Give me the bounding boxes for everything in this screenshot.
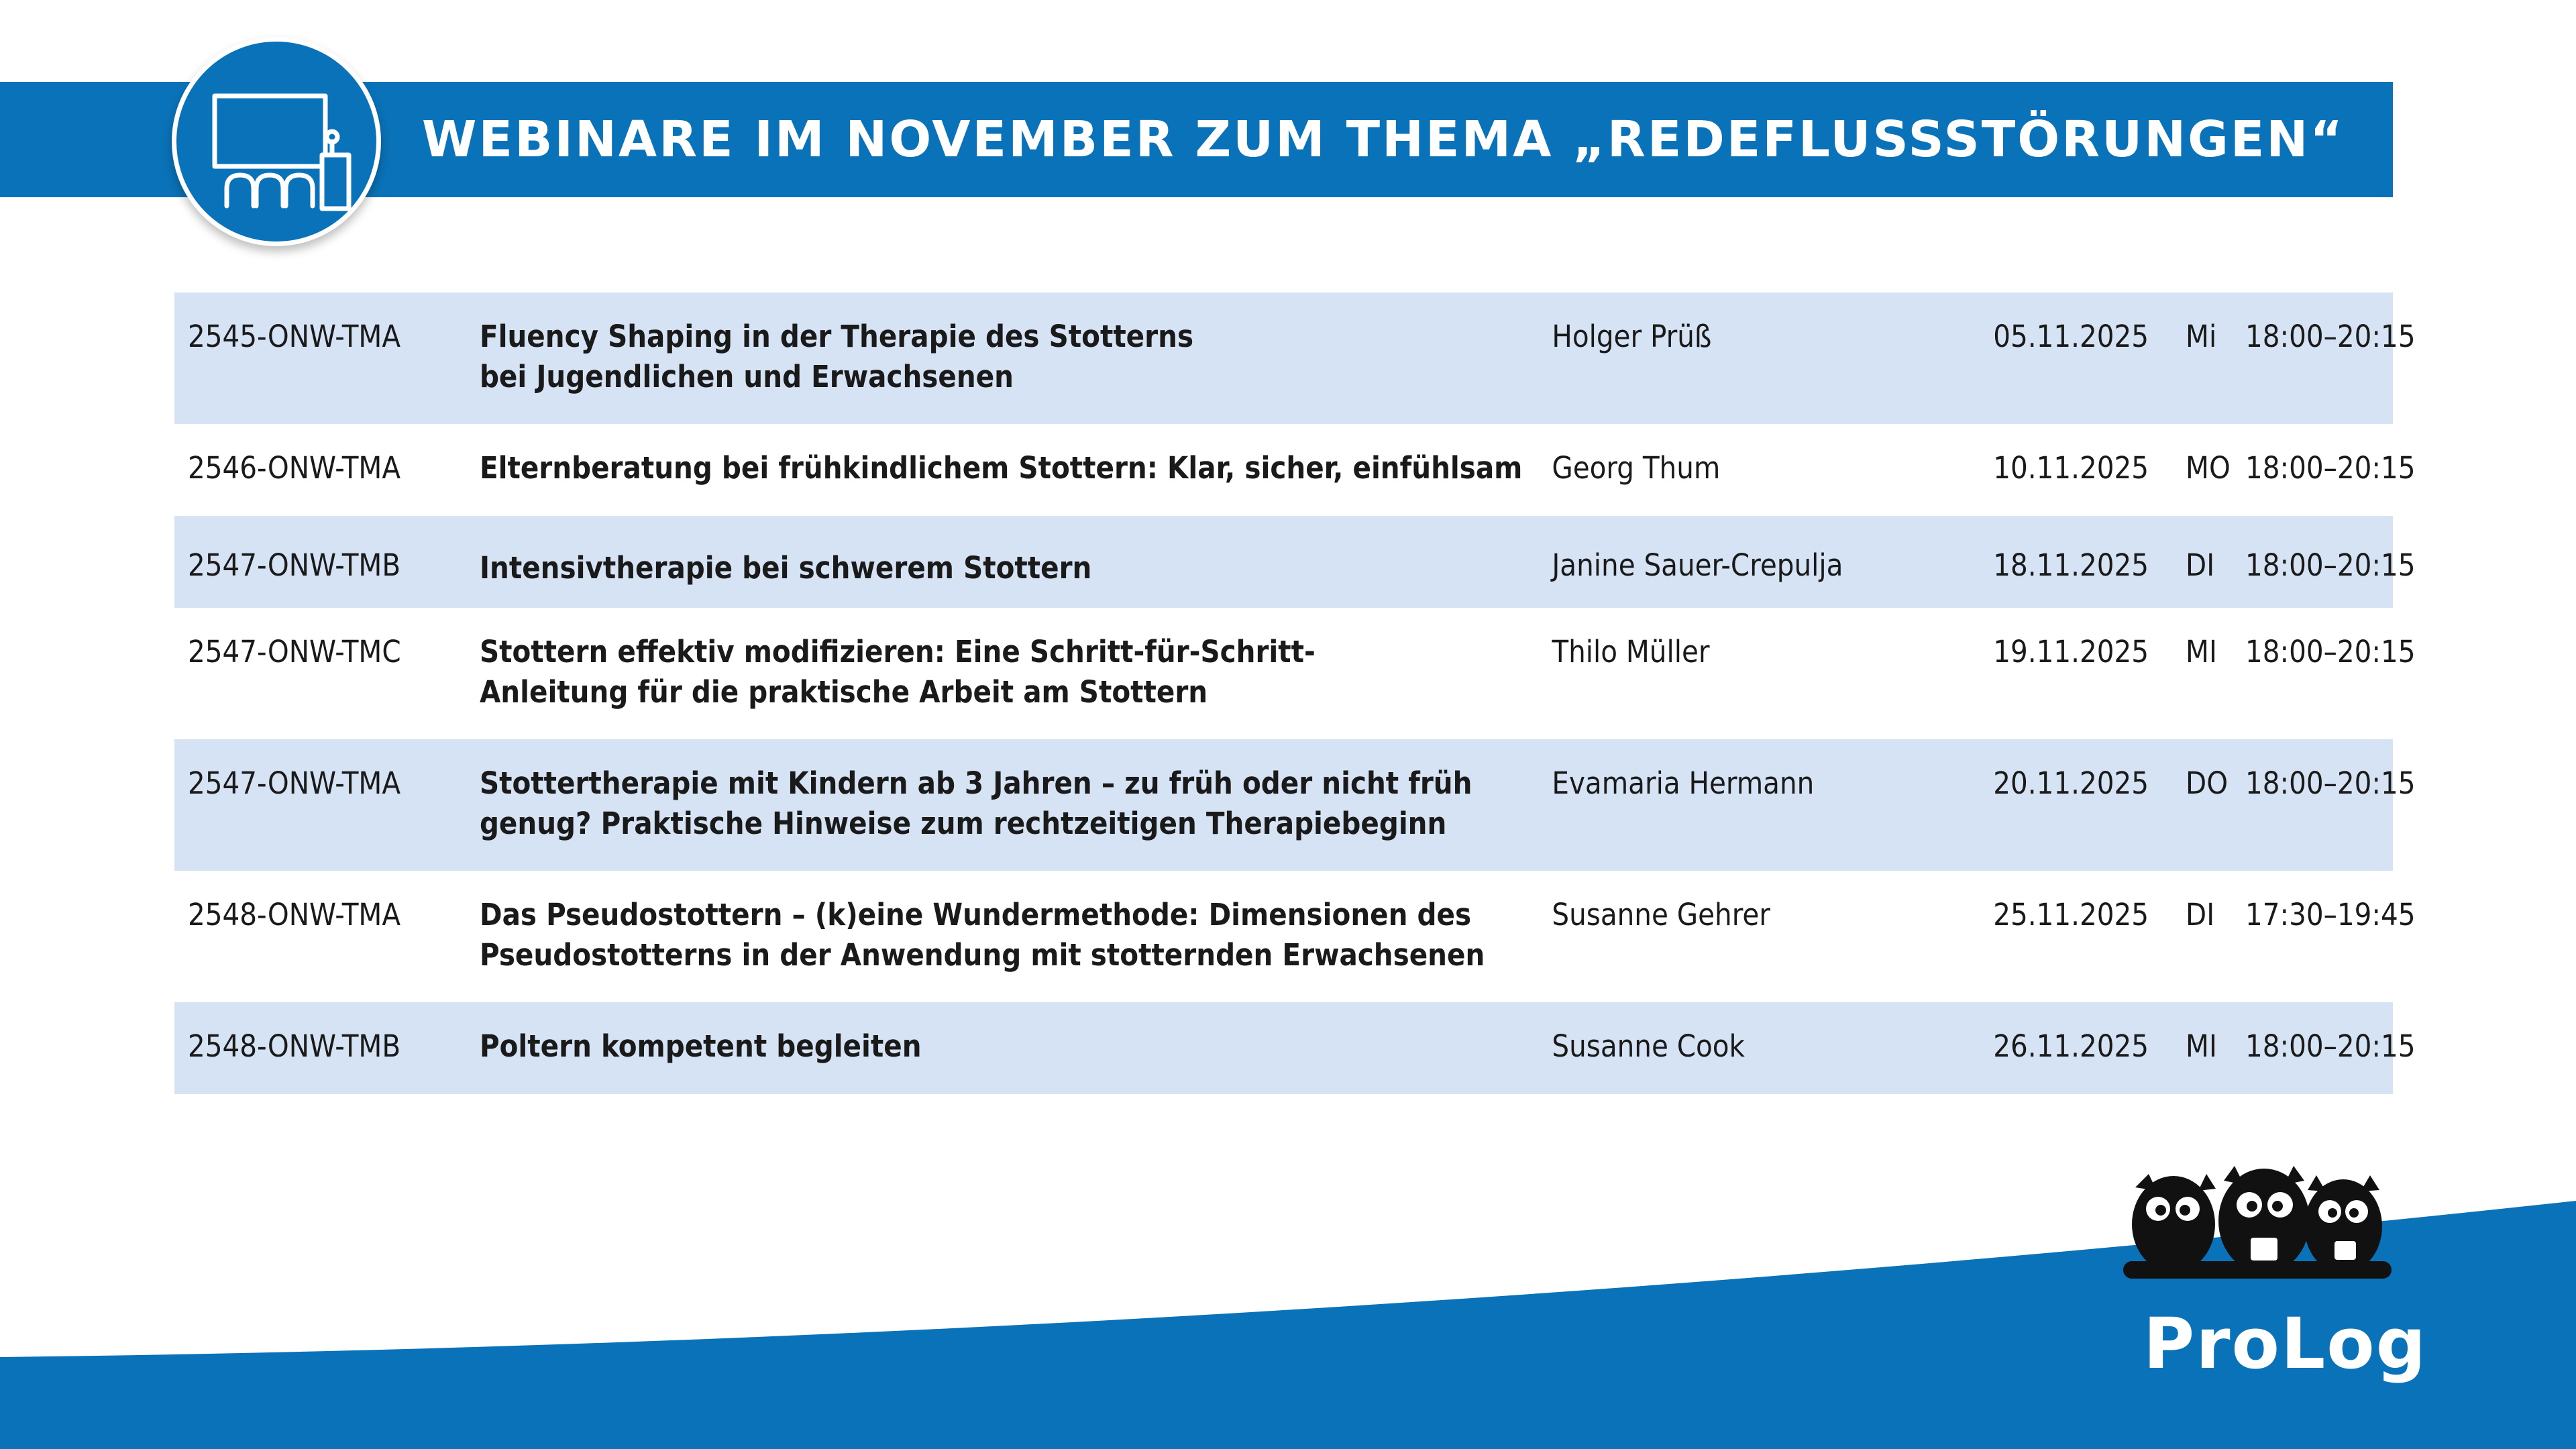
webinar-title: Elternberatung bei frühkindlichem Stottern: Klar, sicher, einfühlsam bbox=[479, 450, 1523, 486]
weekday: MO bbox=[2186, 450, 2231, 486]
course-code: 2546-ONW-TMA bbox=[188, 450, 401, 486]
time-range: 18:00–20:15 bbox=[2245, 547, 2416, 583]
time-range: 18:00–20:15 bbox=[2245, 634, 2416, 669]
table-row bbox=[174, 871, 2416, 1002]
speaker-name: Susanne Cook bbox=[1552, 1028, 1745, 1064]
table-row bbox=[174, 1002, 2416, 1094]
webinar-date: 20.11.2025 bbox=[1993, 765, 2149, 801]
webinar-title: Stottern effektiv modifizieren: Eine Schritt-für-Schritt- Anleitung für die praktische Arbeit am Stottern bbox=[479, 634, 1316, 710]
table-row bbox=[174, 739, 2416, 871]
speaker-name: Janine Sauer-Crepulja bbox=[1552, 547, 1843, 583]
weekday: DI bbox=[2186, 547, 2215, 583]
three-owls-logo-icon bbox=[2116, 1161, 2398, 1295]
webinar-date: 18.11.2025 bbox=[1993, 547, 2149, 583]
time-range: 18:00–20:15 bbox=[2245, 319, 2416, 354]
course-code: 2547-ONW-TMB bbox=[188, 547, 401, 583]
table-row bbox=[174, 608, 2416, 739]
course-code: 2547-ONW-TMA bbox=[188, 765, 401, 801]
webinar-table bbox=[174, 292, 2416, 1094]
page-title: WEBINARE IM NOVEMBER ZUM THEMA „REDEFLUSSSTÖRUNGEN“ bbox=[421, 111, 2345, 168]
webinar-date: 25.11.2025 bbox=[1993, 897, 2149, 932]
webinar-title: Stottertherapie mit Kindern ab 3 Jahren – zu früh oder nicht früh genug? Praktische Hinweise zum rechtzeitigen Therapiebeginn bbox=[479, 765, 1472, 841]
webinar-date: 19.11.2025 bbox=[1993, 634, 2149, 669]
weekday: MI bbox=[2186, 1028, 2217, 1064]
webinar-title: Intensivtherapie bei schwerem Stottern bbox=[479, 550, 1092, 586]
speaker-name: Evamaria Hermann bbox=[1552, 765, 1815, 801]
speaker-name: Susanne Gehrer bbox=[1552, 897, 1770, 932]
table-row bbox=[174, 516, 2416, 608]
time-range: 18:00–20:15 bbox=[2245, 765, 2416, 801]
time-range: 18:00–20:15 bbox=[2245, 450, 2416, 486]
classroom-presentation-icon bbox=[172, 37, 381, 246]
weekday: DI bbox=[2186, 897, 2215, 932]
prolog-logo-text: ProLog bbox=[2143, 1303, 2428, 1385]
webinar-date: 10.11.2025 bbox=[1993, 450, 2149, 486]
speaker-name: Thilo Müller bbox=[1552, 634, 1710, 669]
course-code: 2547-ONW-TMC bbox=[188, 634, 401, 669]
webinar-date: 05.11.2025 bbox=[1993, 319, 2149, 354]
time-range: 17:30–19:45 bbox=[2245, 897, 2416, 932]
webinar-date: 26.11.2025 bbox=[1993, 1028, 2149, 1064]
webinar-title: Das Pseudostottern – (k)eine Wundermethode: Dimensionen des Pseudostotterns in der Anwendung mit stotternden Erwachsenen bbox=[479, 897, 1485, 973]
weekday: DO bbox=[2186, 765, 2229, 801]
webinar-title: Fluency Shaping in der Therapie des Stotterns bei Jugendlichen und Erwachsenen bbox=[479, 319, 1194, 394]
weekday: Mi bbox=[2186, 319, 2217, 354]
speaker-name: Holger Prüß bbox=[1552, 319, 1712, 354]
course-code: 2548-ONW-TMB bbox=[188, 1028, 401, 1064]
table-row bbox=[174, 424, 2416, 516]
time-range: 18:00–20:15 bbox=[2245, 1028, 2416, 1064]
speaker-name: Georg Thum bbox=[1552, 450, 1721, 486]
course-code: 2545-ONW-TMA bbox=[188, 319, 401, 354]
weekday: MI bbox=[2186, 634, 2217, 669]
course-code: 2548-ONW-TMA bbox=[188, 897, 401, 932]
webinar-title: Poltern kompetent begleiten bbox=[479, 1028, 922, 1064]
table-row bbox=[174, 292, 2416, 424]
